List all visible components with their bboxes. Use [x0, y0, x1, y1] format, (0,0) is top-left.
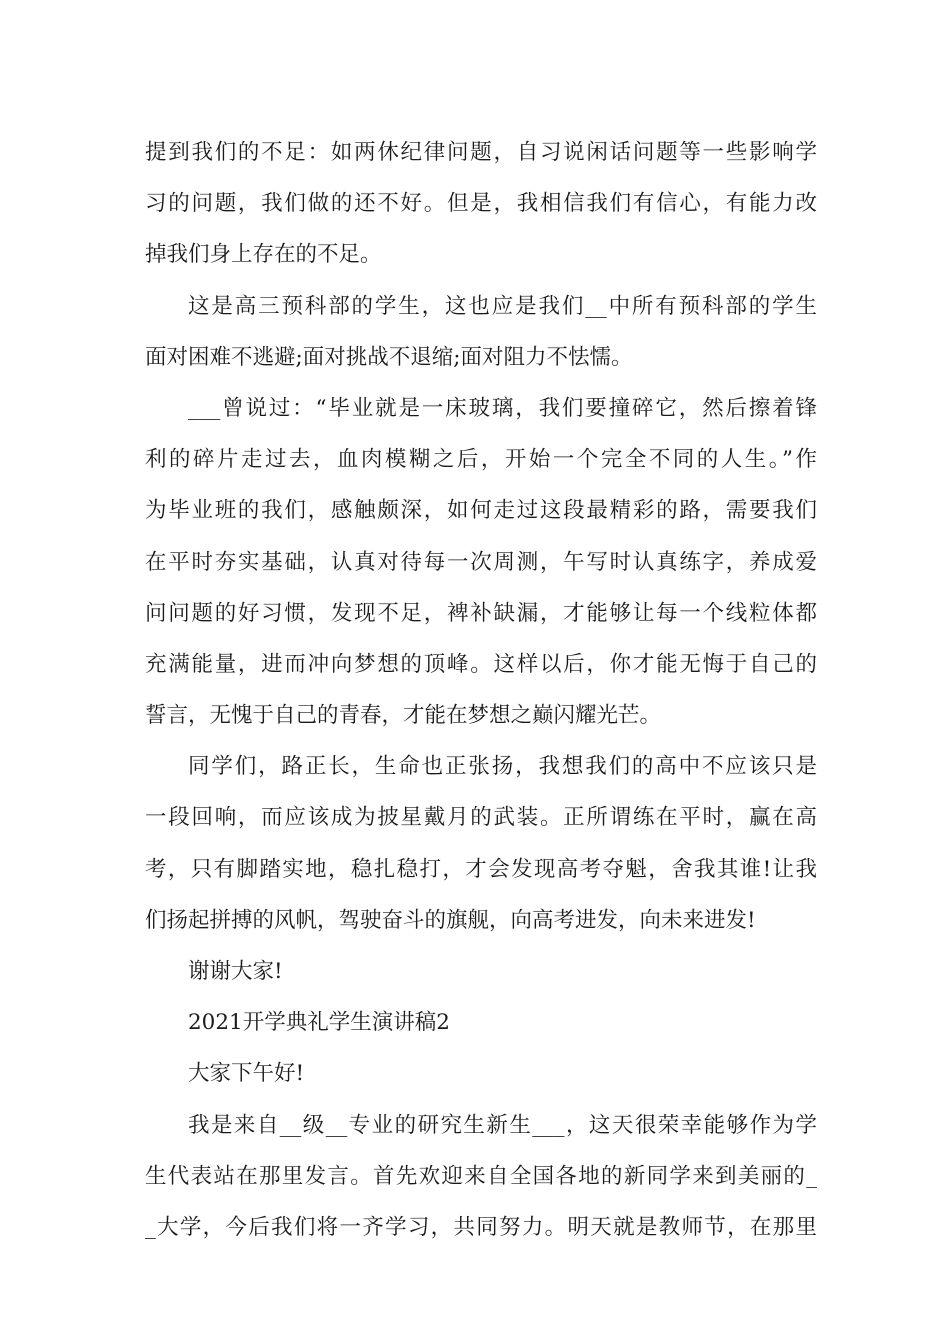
text-line: 这是高三预科部的学生，这也应是我们__中所有预科部的学生: [188, 293, 817, 319]
text-line: 誓言，无愧于自己的青春，才能在梦想之巅闪耀光芒。: [145, 703, 662, 729]
text-line: 在平时夯实基础，认真对待每一次周测，午写时认真练字，养成爱: [145, 549, 817, 575]
text-line: 大家下午好!: [188, 1061, 305, 1087]
text-line: 一段回响，而应该成为披星戴月的武装。正所谓练在平时，赢在高: [145, 805, 817, 831]
text-line: 生代表站在那里发言。首先欢迎来自全国各地的新同学来到美丽的_: [145, 1163, 817, 1189]
text-line: 考，只有脚踏实地，稳扎稳打，才会发现高考夺魁，舍我其谁!让我: [145, 856, 817, 882]
text-line: 充满能量，进而冲向梦想的顶峰。这样以后，你才能无悔于自己的: [145, 651, 817, 677]
text-line: 们扬起拼搏的风帆，驾驶奋斗的旗舰，向高考进发，向未来进发!: [145, 907, 756, 933]
text-line: _大学，今后我们将一齐学习，共同努力。明天就是教师节，在那里: [145, 1214, 817, 1240]
text-line: 问问题的好习惯，发现不足，裨补缺漏，才能够让每一个线粒体都: [145, 600, 817, 626]
text-line: 同学们，路正长，生命也正张扬，我想我们的高中不应该只是: [188, 754, 817, 780]
text-line: ___曾说过：“毕业就是一床玻璃，我们要撞碎它，然后擦着锋: [188, 395, 817, 421]
text-line: 提到我们的不足：如两休纪律问题，自习说闲话问题等一些影响学: [145, 140, 817, 165]
text-line: 习的问题，我们做的还不好。但是，我相信我们有信心，有能力改: [145, 191, 817, 217]
text-line: 谢谢大家!: [188, 959, 283, 984]
section-heading: 2021开学典礼学生演讲稿2: [188, 1010, 450, 1036]
text-line: 为毕业班的我们，感触颇深，如何走过这段最精彩的路，需要我们: [145, 498, 817, 524]
text-line: 掉我们身上存在的不足。: [145, 242, 382, 268]
document-body: [145, 127, 817, 1253]
text-line: 面对困难不逃避;面对挑战不退缩;面对阻力不怯懦。: [145, 344, 633, 370]
text-line: 利的碎片走过去，血肉模糊之后，开始一个完全不同的人生。”作: [145, 447, 817, 473]
text-line: 我是来自__级__专业的研究生新生___，这天很荣幸能够作为学: [188, 1112, 817, 1138]
